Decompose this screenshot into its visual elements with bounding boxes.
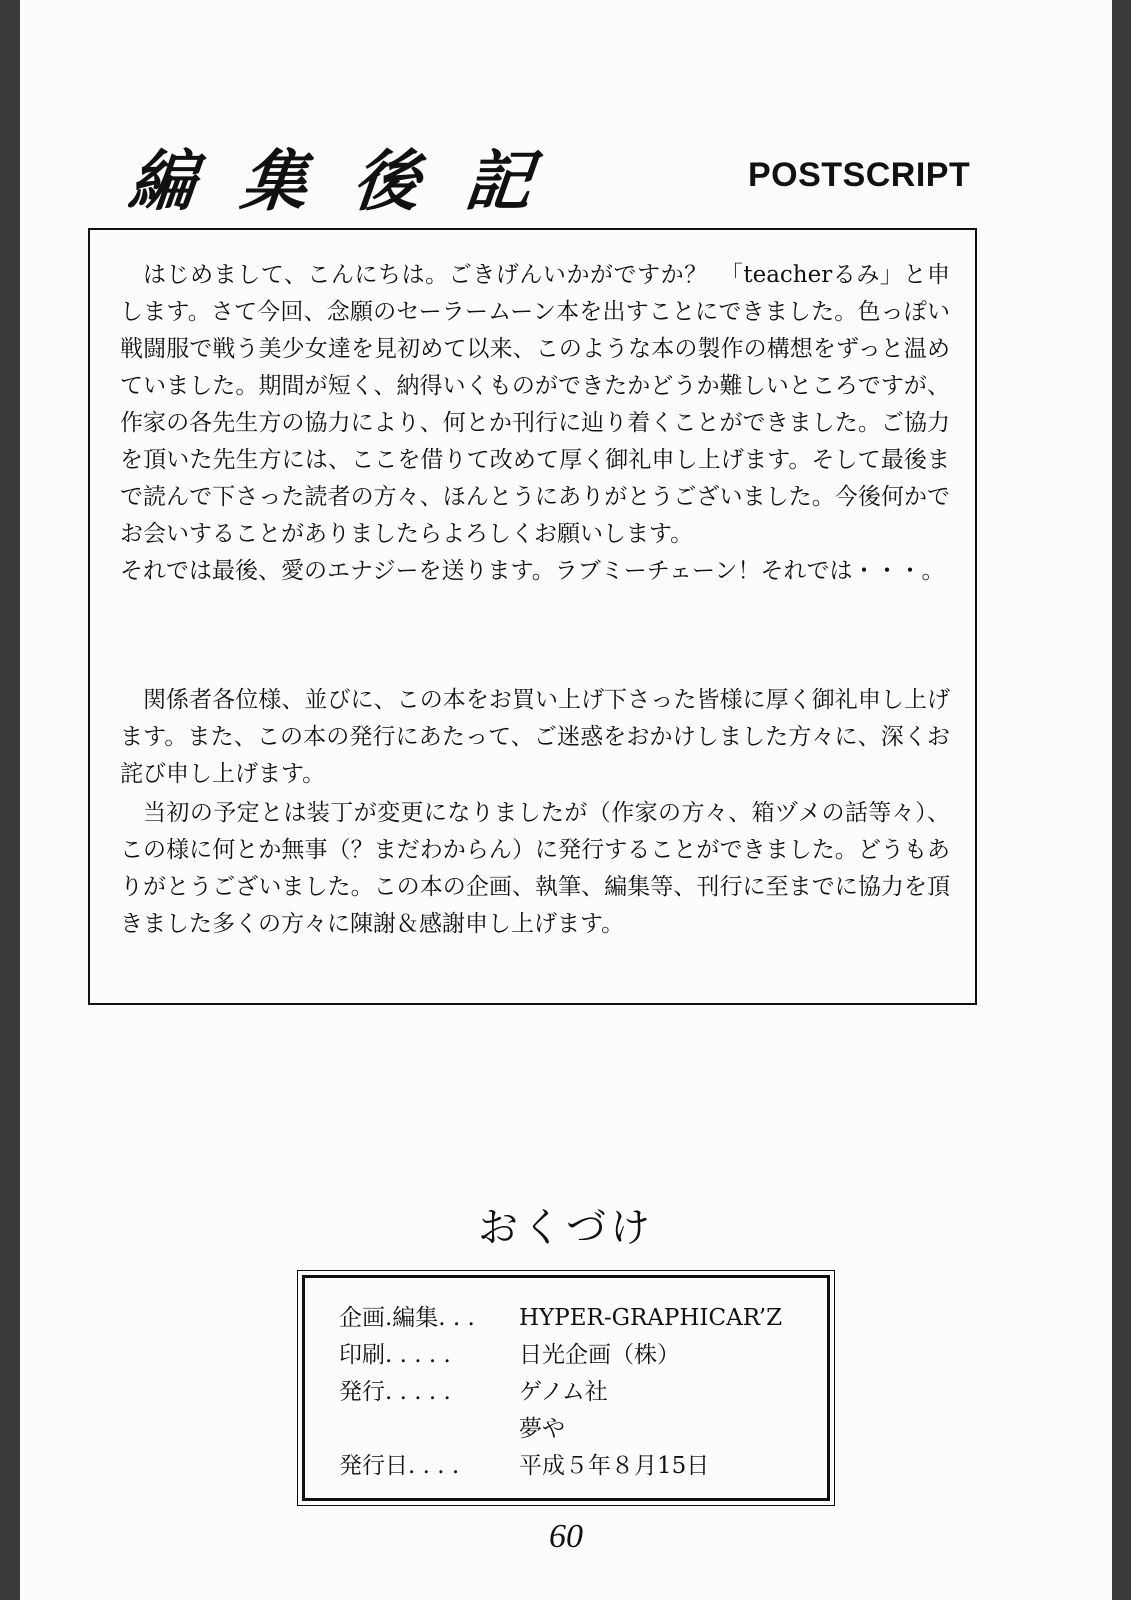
colophon-label — [339, 1411, 519, 1447]
colophon-value: HYPER-GRAPHICAR’Z — [519, 1305, 783, 1331]
colophon-inner-frame — [302, 1275, 830, 1501]
colophon-row-publisher-2 — [339, 1411, 565, 1447]
colophon-title: おくづけ — [478, 1205, 654, 1251]
colophon-value: 平成５年８月15日 — [519, 1453, 710, 1479]
postscript-title-jp: 編集後記 — [125, 143, 582, 220]
page — [20, 0, 1112, 1600]
colophon-value: 夢や — [519, 1416, 565, 1442]
postscript-title-en: POSTSCRIPT — [748, 156, 971, 194]
colophon-label: 企画.編集. . . — [339, 1305, 475, 1331]
colophon-value: ゲノム社 — [519, 1379, 608, 1405]
postscript-paragraph-1 — [120, 257, 950, 590]
colophon-box — [297, 1270, 835, 1506]
postscript-paragraph-2: 関係者各位様、並びに、この本をお買い上げ下さった皆様に厚く御礼申し上げます。また、この本の発行にあたって、ご迷惑をおかけしました方々に、深くお詫び申し上げます。 — [120, 687, 951, 787]
colophon-row-planning — [339, 1300, 782, 1336]
paragraph-1-text: はじめまして、こんにちは。ごきげんいかがですか？ 「teacherるみ」と申します。さて今回、念願のセーラームーン本を出すことにできました。色っぽい戦闘服で戦う美少女達を見初めて以来、このような本の製作の構想をずっと温めていました。期間が短く、納得いくものができたかどうか難しいところですが、作家の各先生方の協力により、何とか刊行に辿り着くことができました。ご協力を頂いた先生方には、ここを借りて改めて厚く御礼申し上げます。そして最後まで読んで下さった読者の方々、ほんとうにありがとうございました。今後何かでお会いすることがありましたらよろしくお願いします。 — [120, 262, 950, 547]
colophon-row-printing — [339, 1337, 680, 1373]
colophon-label: 発行. . . . . — [339, 1379, 451, 1405]
colophon-label: 発行日. . . . — [339, 1453, 460, 1479]
paragraph-1-closing: それでは最後、愛のエナジーを送ります。ラブミーチェーン！それでは・・・。 — [120, 558, 945, 584]
page-number: 60 — [549, 1518, 583, 1555]
colophon-value: 日光企画（株） — [519, 1342, 680, 1368]
colophon-row-date — [339, 1448, 709, 1484]
postscript-paragraph-3: 当初の予定とは装丁が変更になりましたが（作家の方々、箱ヅメの話等々）、この様に何とか無事（？まだわからん）に発行することができました。どうもありがとうございました。この本の企画、執筆、編集等、刊行に至までに協力を頂きました多くの方々に陳謝＆感謝申し上げます。 — [120, 800, 950, 937]
colophon-row-publisher — [339, 1374, 608, 1410]
colophon-label: 印刷. . . . . — [339, 1342, 451, 1368]
postscript-box — [88, 228, 977, 1005]
